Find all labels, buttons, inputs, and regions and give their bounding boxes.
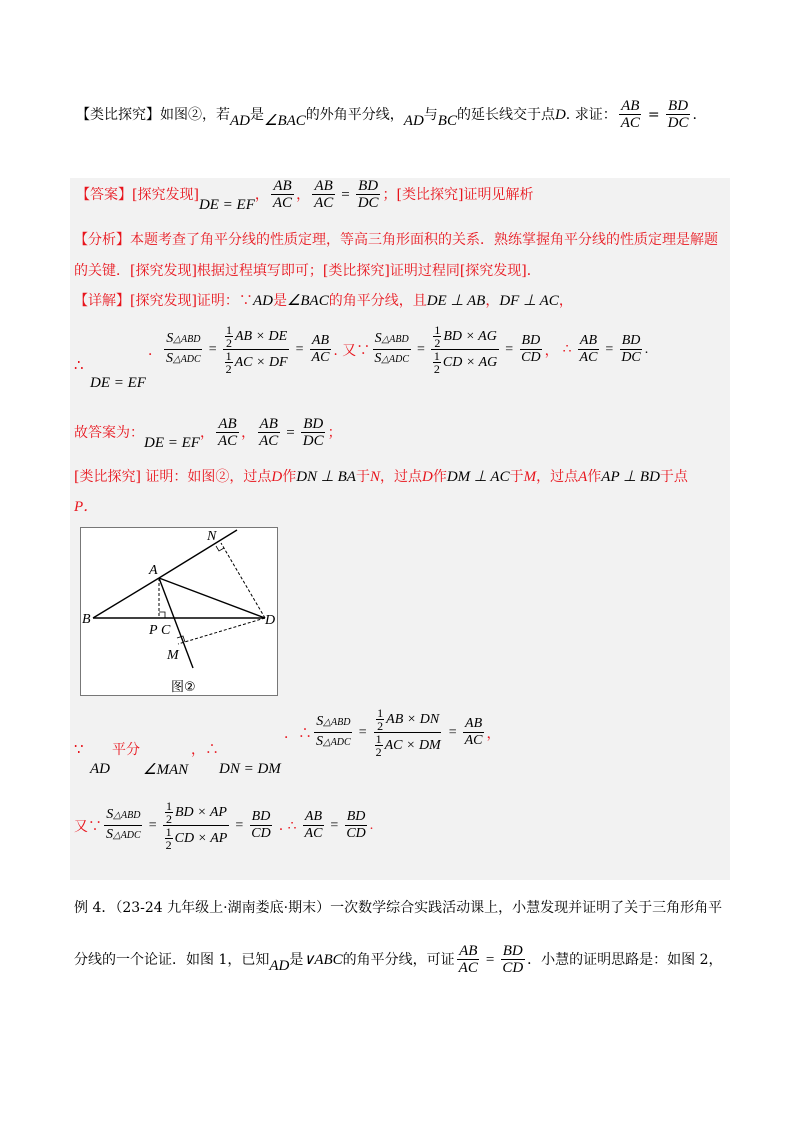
half-n: 1 xyxy=(166,799,172,813)
area-num xyxy=(314,713,352,733)
frac-den: CD xyxy=(521,350,541,365)
half-den xyxy=(431,350,499,375)
ab-de: AB × DE xyxy=(235,328,288,344)
eq3-area-ratio xyxy=(104,806,143,845)
frac-den: DC xyxy=(302,433,324,449)
text-is: 是 xyxy=(250,106,264,123)
eq2-therefore: ，∴ xyxy=(191,742,219,758)
text-ext-bisector: 的外角平分线， xyxy=(305,106,404,123)
eq2-dn-dm: DN = DM xyxy=(219,761,281,777)
also-because: . 又∵ xyxy=(333,342,371,359)
equals-sign: = xyxy=(148,817,157,833)
half-d: 2 xyxy=(226,336,232,350)
area-num xyxy=(164,330,202,350)
half-n: 1 xyxy=(434,323,441,337)
eq2-area-ratio xyxy=(314,713,353,752)
equals-sign: = xyxy=(505,341,514,357)
final-answer-line xyxy=(74,416,342,449)
s-symbol: S xyxy=(374,351,382,366)
s-sub: △ABD xyxy=(113,810,141,821)
half-num xyxy=(223,324,289,350)
equals-sign: = xyxy=(417,341,425,357)
right-angle-p xyxy=(159,612,165,618)
eq1-area-ratio xyxy=(164,330,203,369)
point-m: M xyxy=(523,469,537,485)
frac-den: AC xyxy=(458,960,478,976)
half-n: 1 xyxy=(225,349,232,363)
therefore: . ∴ xyxy=(278,817,297,834)
frac-num: AB xyxy=(314,178,333,194)
comma: ， xyxy=(558,293,573,309)
answer-label: 【答案】 xyxy=(76,186,132,203)
final-label: 故答案为： xyxy=(74,424,144,441)
example4-mid: 的角平分线，可证 xyxy=(342,951,455,968)
eq2-ad: AD xyxy=(90,761,110,777)
frac-num: AB xyxy=(311,333,330,348)
example4-line-2 xyxy=(74,943,723,976)
frac-den: AC xyxy=(259,433,279,449)
answer-de-ef: DE = EF xyxy=(198,196,255,213)
detail-de-ab: DE ⊥ AB xyxy=(426,293,486,309)
half-d: 2 xyxy=(166,812,172,826)
bd-ag: BD × AG xyxy=(443,328,497,344)
figure-caption: 图② xyxy=(171,680,196,695)
semicolon: ； xyxy=(327,424,342,441)
final-frac-3 xyxy=(301,416,326,449)
frac-den: AC xyxy=(464,733,483,748)
frac-num: AB xyxy=(259,416,278,432)
equals-sign: = xyxy=(341,186,350,203)
half xyxy=(433,324,441,349)
half xyxy=(225,324,233,349)
half-n: 1 xyxy=(226,323,232,337)
analog-line-2: P． xyxy=(74,499,99,515)
ray-an xyxy=(159,530,237,578)
s-symbol: S xyxy=(316,714,324,729)
text-make: 作 xyxy=(432,469,447,485)
comma: ， xyxy=(241,424,256,441)
half-n: 1 xyxy=(433,349,440,363)
frac-num: AB xyxy=(465,716,483,731)
analysis-line-1: 【分析】本题考查了角平分线的性质定理，等高三角形面积的关系．熟练掌握角平分线的性质定理是解题 xyxy=(74,232,718,248)
comma: ， xyxy=(485,293,500,309)
frac-num: AB xyxy=(218,416,237,432)
period: . xyxy=(692,106,697,123)
var-ad: AD xyxy=(230,112,250,129)
half-n: 1 xyxy=(165,825,172,839)
frac-den: AC xyxy=(311,350,330,365)
half-den xyxy=(373,733,443,758)
label-a: A xyxy=(149,563,158,578)
point-n: N xyxy=(369,469,380,485)
frac-den: CD xyxy=(502,960,524,976)
eq1-final-ab-ac xyxy=(578,333,600,366)
s-sub: △ABD xyxy=(323,717,351,728)
eq1-area-ratio-2 xyxy=(372,330,411,369)
frac-num: AB xyxy=(459,943,478,959)
detail-ad: AD xyxy=(252,293,273,309)
equals-sign: = xyxy=(235,817,244,833)
eq1-half-ratio xyxy=(223,324,290,375)
geometry-figure xyxy=(80,527,278,696)
problem-statement xyxy=(76,98,697,131)
eq1-therefore: ∴ xyxy=(74,356,84,374)
frac-num: BD xyxy=(303,416,324,432)
equals-sign: = xyxy=(448,724,457,740)
frac-den: AC xyxy=(304,826,323,841)
fraction-bd-dc xyxy=(666,98,691,131)
frac-den: DC xyxy=(357,195,379,211)
fraction-ab-ac xyxy=(619,98,642,131)
area-num xyxy=(104,806,142,826)
ap-perp-bd: AP ⊥ BD xyxy=(601,469,660,485)
half xyxy=(433,350,441,375)
period: . xyxy=(644,341,649,357)
area-num xyxy=(373,330,411,350)
half xyxy=(375,733,383,758)
perp-dm xyxy=(178,618,265,644)
detail-angle: ∠BAC xyxy=(286,293,329,309)
eq2-ab-ac xyxy=(463,716,485,749)
ab-dn: AB × DN xyxy=(386,711,440,727)
eq3-final-bd-cd xyxy=(344,809,367,842)
answer-frac-2 xyxy=(312,178,335,211)
area-den xyxy=(372,350,411,369)
area-den xyxy=(164,350,203,369)
period: . xyxy=(369,817,374,833)
label-p: P xyxy=(149,623,158,638)
s-sub: △ADC xyxy=(381,354,410,365)
equals-sign: = xyxy=(208,341,217,357)
s-symbol: S xyxy=(166,351,173,366)
eq2-because: ∵ xyxy=(74,740,84,758)
text-make: 作 xyxy=(587,469,602,485)
s-sub: △ADC xyxy=(173,354,201,365)
label-n: N xyxy=(207,529,217,544)
half-n: 1 xyxy=(377,706,384,720)
s-symbol: S xyxy=(106,807,114,822)
equals-sign: = xyxy=(286,424,295,441)
point-d: D xyxy=(271,469,283,485)
eq1-row xyxy=(148,324,648,375)
area-den xyxy=(104,826,143,845)
final-de-ef: DE = EF xyxy=(144,434,200,451)
detail-df-ac: DF ⊥ AC xyxy=(499,293,559,309)
ac-df: AC × DF xyxy=(234,354,288,370)
example4-line-1: 例 4．（23-24 九年级上·湖南娄底·期末）一次数学综合实践活动课上，小慧发现并证明了关于三角形角平 xyxy=(74,900,723,916)
ac-dm: AC × DM xyxy=(384,737,441,753)
text-at-point: 于点 xyxy=(659,469,688,485)
example4-ad: AD xyxy=(269,957,290,974)
half-d: 2 xyxy=(165,838,172,852)
half-num xyxy=(374,707,441,733)
half xyxy=(376,707,384,732)
comma: ， xyxy=(486,726,501,742)
example4-lead: 分线的一个论证．如图 1，已知 xyxy=(74,951,270,968)
area-den xyxy=(314,733,353,752)
var-d: D xyxy=(554,106,566,123)
frac-num: BD xyxy=(346,809,366,824)
frac-num: AB xyxy=(579,333,598,348)
label-m: M xyxy=(167,648,179,663)
frac-num: BD xyxy=(521,333,541,348)
final-frac-2 xyxy=(257,416,280,449)
frac-num: BD xyxy=(358,178,379,194)
eq3-bd-cd xyxy=(249,809,272,842)
eq3-row xyxy=(74,800,373,851)
dot-therefore: ．∴ xyxy=(284,725,312,742)
equals-sign: = xyxy=(485,951,495,968)
half-d: 2 xyxy=(433,362,440,376)
example4-triangle: ∨ABC xyxy=(303,951,343,968)
text-make: 作 xyxy=(282,469,297,485)
text-at: 于 xyxy=(355,469,370,485)
frac-den: DC xyxy=(621,350,641,365)
eq3-final-ab-ac xyxy=(303,809,325,842)
half-d: 2 xyxy=(375,745,382,759)
s-symbol: S xyxy=(374,331,382,346)
label-d: D xyxy=(265,613,276,628)
equals-sign: = xyxy=(295,341,304,357)
eq2-row xyxy=(284,707,501,758)
cd-ag: CD × AG xyxy=(442,354,498,370)
frac-den: AC xyxy=(272,195,293,211)
text-at: 于 xyxy=(509,469,524,485)
text-through-point: ，过点 xyxy=(379,469,422,485)
frac-num: BD xyxy=(668,98,689,114)
comma: ， xyxy=(254,186,269,203)
detail-line xyxy=(74,291,573,311)
equals-sign: = xyxy=(358,724,367,740)
answer-frac-3 xyxy=(356,178,381,211)
eq2-bisect: 平分 xyxy=(112,742,140,758)
answer-tail: ；[类比探究]证明见解析 xyxy=(382,186,534,203)
frac-num: BD xyxy=(621,333,641,348)
eq1-half-ratio-2 xyxy=(431,324,499,375)
eq3-half-ratio xyxy=(163,800,230,851)
comma: ， xyxy=(199,424,214,441)
s-sub: △ADC xyxy=(113,830,141,841)
dot: ． xyxy=(148,343,162,359)
frac-num: BD xyxy=(502,943,523,959)
frac-num: AB xyxy=(304,809,323,824)
bd-ap: BD × AP xyxy=(175,804,227,820)
half-d: 2 xyxy=(434,336,441,350)
segment-ad xyxy=(159,578,265,618)
comma: ， xyxy=(296,186,311,203)
equals-sign: = xyxy=(605,341,614,357)
half xyxy=(165,826,173,851)
frac-den: CD xyxy=(251,826,271,841)
s-symbol: S xyxy=(166,331,174,346)
text-ext-meet: 的延长线交于点 xyxy=(456,106,555,123)
s-sub: △ADC xyxy=(323,737,351,748)
example4-tail: ．小慧的证明思路是：如图 2， xyxy=(527,951,723,968)
equals-sign: = xyxy=(330,817,339,833)
half-d: 2 xyxy=(225,362,232,376)
cd-ap: CD × AP xyxy=(174,830,228,846)
answer-frac-1 xyxy=(271,178,294,211)
analog-lead: [类比探究] 证明：如图②，过点 xyxy=(74,469,272,485)
frac-den: CD xyxy=(346,826,366,841)
right-angle-m xyxy=(177,636,185,642)
eq1-bd-cd xyxy=(519,333,542,366)
dn-perp-ba: DN ⊥ BA xyxy=(296,469,356,485)
eq1-ab-ac xyxy=(310,333,332,366)
half xyxy=(225,350,233,375)
half-num xyxy=(431,324,499,350)
var-ad-2: AD xyxy=(403,112,424,129)
problem-lead: 【类比探究】如图②，若 xyxy=(76,106,230,123)
eq1-de-ef: DE = EF xyxy=(90,375,146,391)
text-and: 与 xyxy=(423,106,438,123)
half xyxy=(165,800,173,825)
also-because: 又∵ xyxy=(74,818,102,835)
analysis-line-2: 的关键．[探究发现]根据过程填写即可；[类比探究]证明过程同[探究发现]． xyxy=(74,263,541,279)
text-through-point: ，过点 xyxy=(536,469,579,485)
analog-line-1 xyxy=(74,467,688,487)
text-is: 是 xyxy=(289,951,304,968)
s-symbol: S xyxy=(106,827,113,842)
frac-num: AB xyxy=(273,178,292,194)
text-is: 是 xyxy=(272,293,287,309)
s-symbol: S xyxy=(316,734,323,749)
frac-den: DC xyxy=(667,115,689,131)
example4-frac-ab-ac xyxy=(457,943,480,976)
detail-mid: 的角平分线，且 xyxy=(328,293,427,309)
final-frac-1 xyxy=(216,416,239,449)
s-sub: △ABD xyxy=(173,334,201,345)
label-b: B xyxy=(82,612,91,627)
answer-explore: [探究发现] xyxy=(132,186,199,203)
eq2-half-ratio xyxy=(373,707,443,758)
half-den xyxy=(223,350,290,375)
figure-svg xyxy=(81,528,277,695)
frac-num: AB xyxy=(621,98,640,114)
dm-perp-ac: DM ⊥ AC xyxy=(446,469,510,485)
eq1-final-bd-dc xyxy=(619,333,642,366)
frac-den: AC xyxy=(579,350,598,365)
text-prove: . 求证： xyxy=(565,106,617,123)
segment-ba xyxy=(93,578,159,618)
equals-sign: = xyxy=(647,106,660,123)
frac-den: AC xyxy=(620,115,640,131)
s-sub: △ABD xyxy=(381,334,409,345)
half-d: 2 xyxy=(377,719,384,733)
var-bc: BC xyxy=(437,112,457,129)
var-angle-bac: ∠BAC xyxy=(264,112,306,129)
frac-den: AC xyxy=(217,433,238,449)
therefore: ∴ xyxy=(562,342,572,357)
half-den xyxy=(163,826,230,851)
eq2-angle-man: ∠MAN xyxy=(143,762,189,778)
half-n: 1 xyxy=(375,732,382,746)
example4-frac-bd-cd xyxy=(500,943,525,976)
half-num xyxy=(163,800,229,826)
perp-dn xyxy=(221,543,265,618)
answer-line xyxy=(76,178,533,211)
frac-den: AC xyxy=(314,195,334,211)
frac-num: BD xyxy=(251,809,271,824)
point-d: D xyxy=(421,469,433,485)
comma: ， xyxy=(544,343,559,359)
label-c: C xyxy=(161,623,171,638)
detail-lead: 【详解】[探究发现]证明：∵ xyxy=(74,293,253,309)
point-a: A xyxy=(578,469,588,485)
